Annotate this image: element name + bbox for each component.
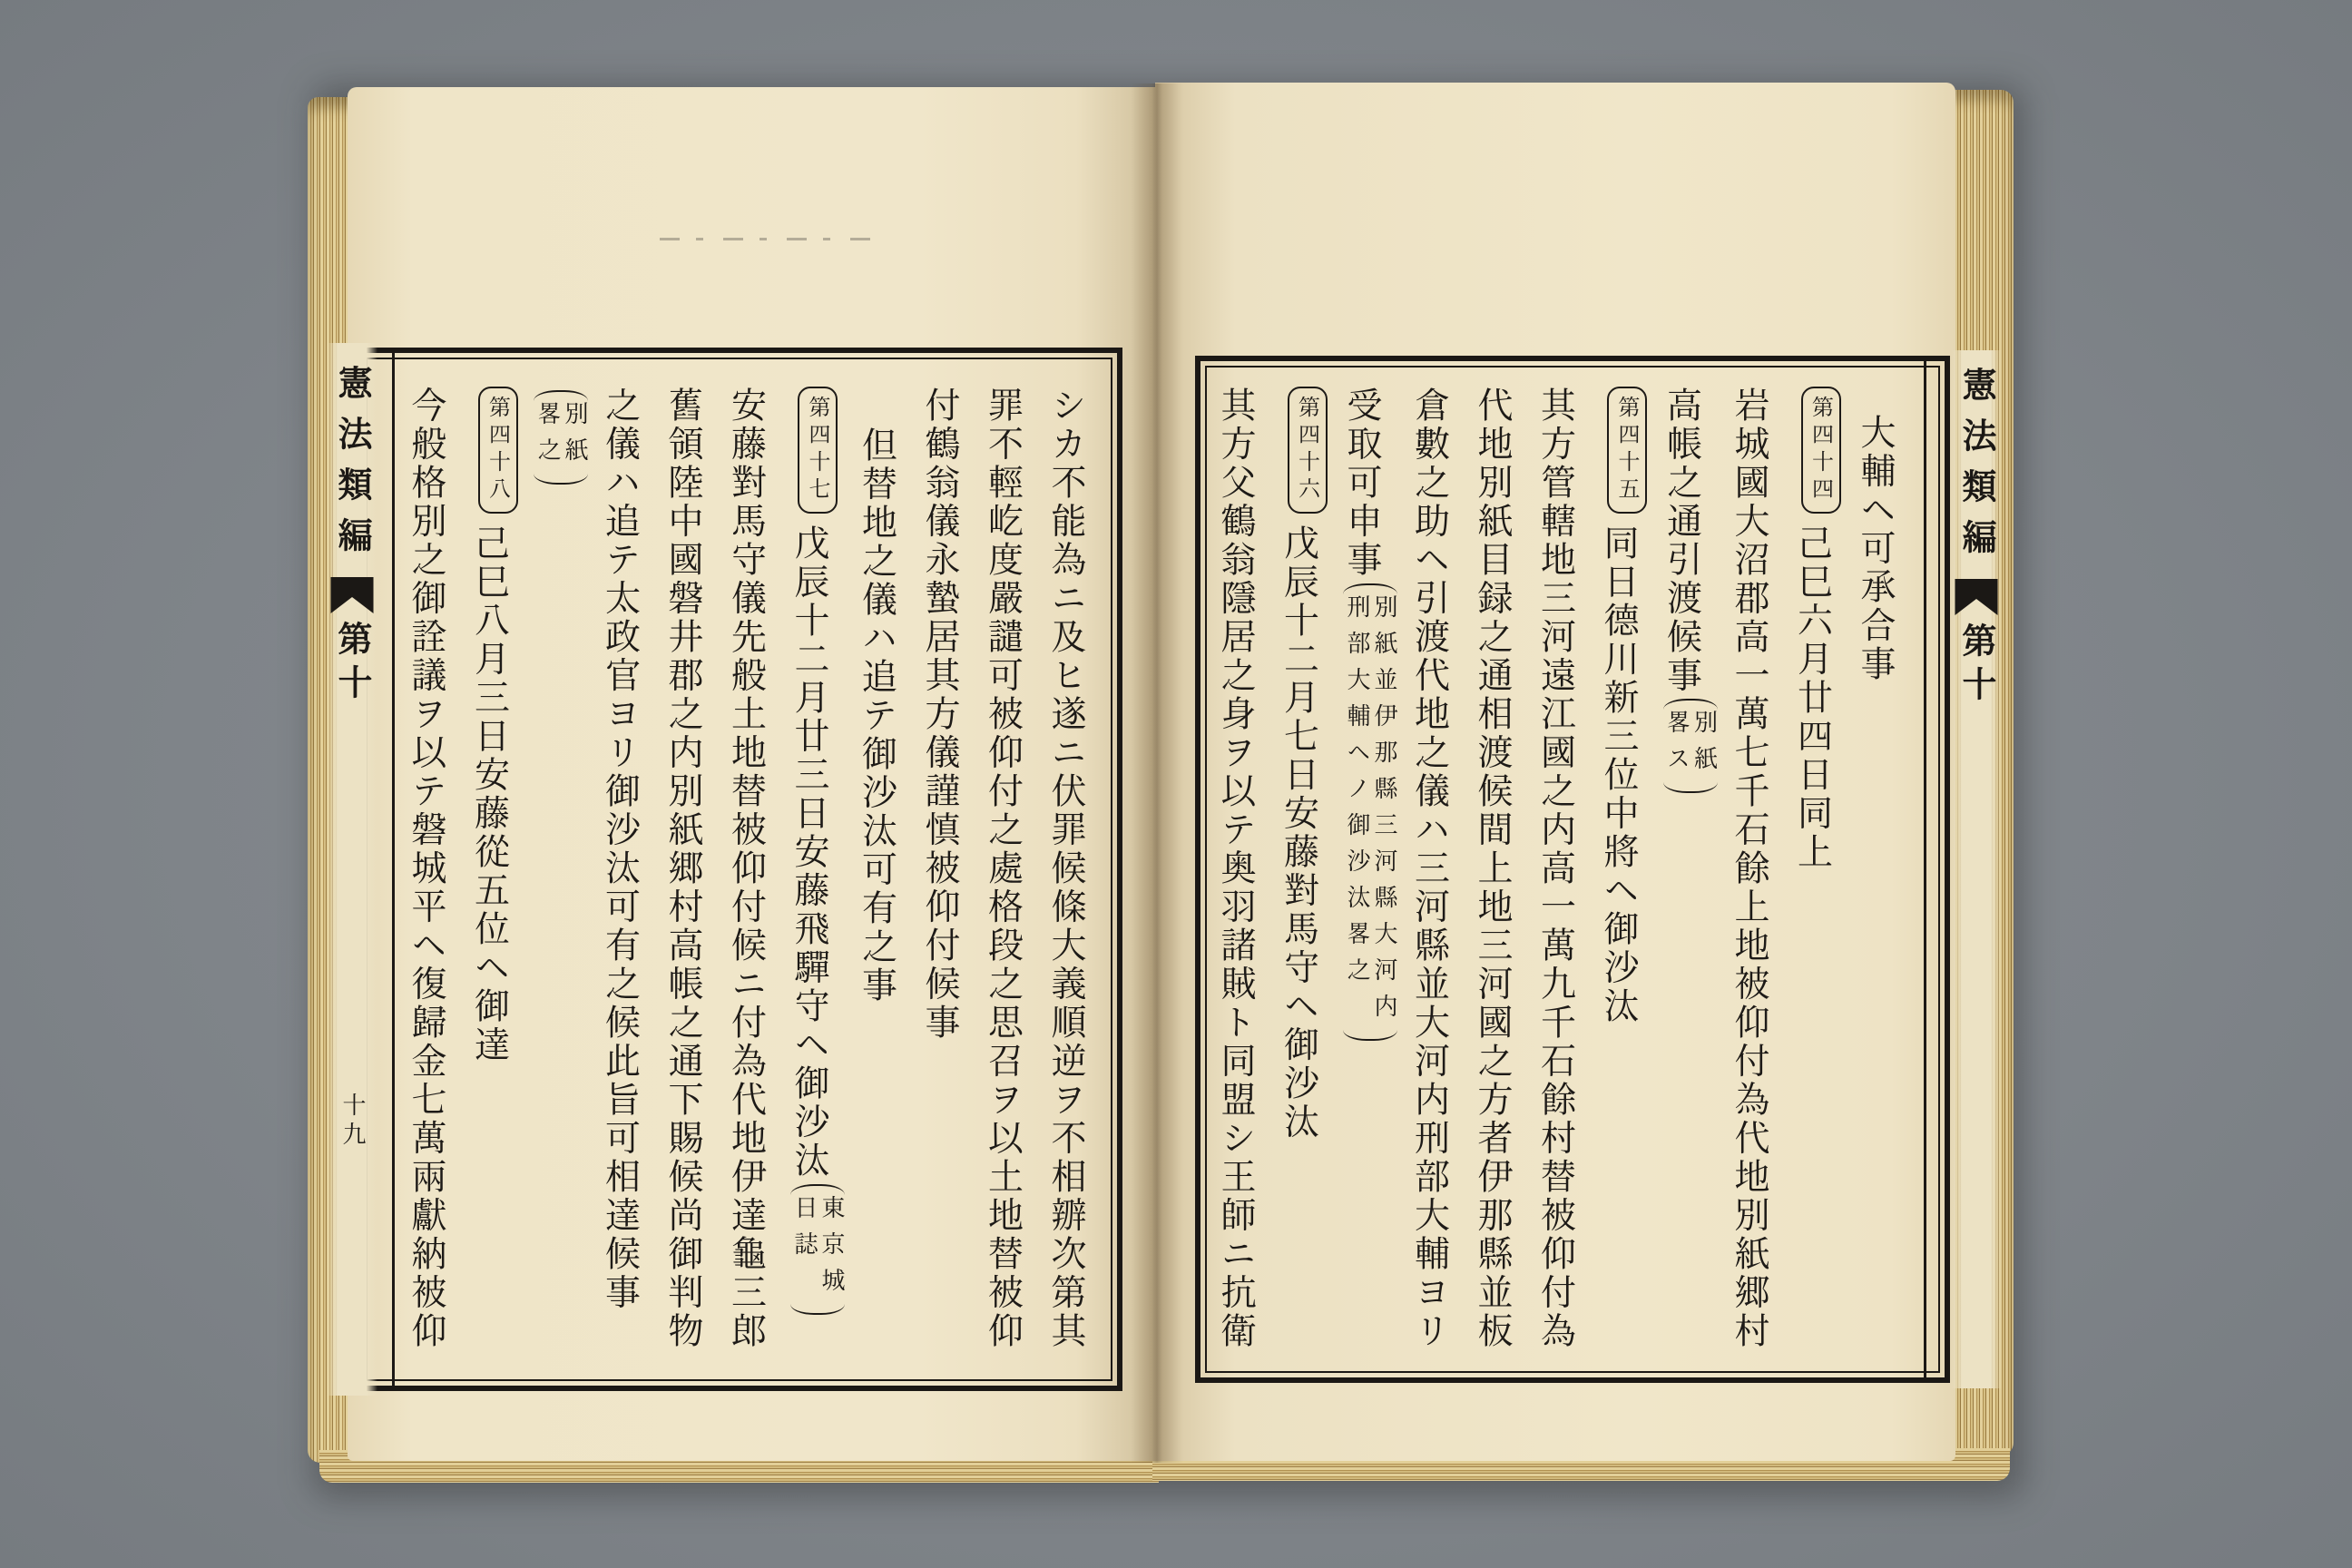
text-column — [1718, 387, 1781, 1376]
text-column — [714, 387, 778, 1385]
text-column — [971, 387, 1034, 1385]
note-line: 日誌 — [790, 1194, 818, 1268]
volume-number: 第十 — [332, 621, 373, 708]
faint-ink-mark — [660, 238, 887, 240]
column-text: 代地別紙目録之通相渡候間上地三河國之方者伊那縣並板 — [1472, 387, 1513, 1351]
column-text: 安藤對馬守儀先般土地替被仰付候ニ付為代地伊達龜三郎 — [725, 387, 767, 1351]
book-title: 憲法類編 — [1956, 367, 1997, 570]
text-column — [1267, 387, 1330, 1376]
column-text: シカ不能為ニ及ヒ遂ニ伏罪候條大義順逆ヲ不相辧次第其 — [1045, 387, 1086, 1351]
text-column — [1204, 387, 1268, 1376]
right-running-head — [1951, 350, 2002, 1388]
fishtail-mark — [1951, 579, 2002, 615]
note-line: 別紙 — [1690, 710, 1718, 782]
column-text: 受取可申事 — [1341, 387, 1382, 580]
column-text: 高帳之通引渡候事 — [1661, 387, 1702, 695]
text-column — [1780, 387, 1844, 1376]
text-column — [1034, 387, 1098, 1385]
text-column — [457, 387, 521, 1385]
left-page-text — [403, 387, 1097, 1385]
annotation-note — [790, 1184, 845, 1315]
column-text: 戊辰十二月廿三日安藤飛驒守ヘ御沙汰 — [789, 524, 829, 1181]
text-column-indented — [845, 387, 908, 1385]
right-page-text — [1212, 387, 1906, 1376]
text-column — [1524, 387, 1587, 1376]
column-text: 付鶴翁儀永蟄居其方儀謹慎被仰付候事 — [919, 387, 960, 1043]
book-gutter-shadow — [1131, 83, 1183, 1463]
note-line: 別紙並伊那縣三河縣大河内 — [1370, 593, 1397, 1030]
column-text: 己巳六月廿四日同上 — [1791, 524, 1833, 872]
article-number-label: 第四十五 — [1607, 387, 1647, 514]
article-number-label: 第四十四 — [1801, 387, 1841, 514]
article-number-label: 第四十七 — [798, 387, 838, 514]
text-column — [908, 387, 972, 1385]
column-text: 己巳八月三日安藤從五位ヘ御達 — [468, 524, 510, 1064]
text-column — [1330, 387, 1398, 1376]
text-column — [1397, 387, 1461, 1376]
text-column — [1650, 387, 1718, 1376]
page-number: 十九 — [338, 1093, 366, 1151]
column-text: 其方管轄地三河遠江國之内高一萬九千石餘村替被仰付為 — [1534, 387, 1576, 1351]
fishtail-mark — [327, 577, 377, 613]
note-line: 畧之 — [534, 401, 561, 474]
column-text: 倉數之助ヘ引渡代地之儀ハ三河縣並大河内刑部大輔ヨリ — [1408, 387, 1450, 1351]
article-number-label: 第四十八 — [478, 387, 518, 514]
column-text: 今般格別之御詮議ヲ以テ磐城平ヘ復歸金七萬兩獻納被仰 — [406, 387, 446, 1351]
note-line: 別紙 — [561, 401, 588, 474]
text-column — [588, 387, 652, 1385]
text-column — [1844, 387, 1907, 1376]
note-line: 刑部大輔ヘノ御沙汰畧之 — [1343, 593, 1370, 994]
text-column — [778, 387, 846, 1385]
text-column — [652, 387, 715, 1385]
column-text: 舊領陸中國磐井郡之内別紙郷村高帳之通下賜候尚御判物 — [662, 387, 703, 1351]
column-text: 其方父鶴翁隱居之身ヲ以テ奥羽諸賊ト同盟シ王師ニ抗衛 — [1215, 387, 1256, 1351]
column-text: 但替地之儀ハ追テ御沙汰可有之事 — [856, 426, 897, 1005]
note-line: 東京城 — [818, 1194, 845, 1304]
right-running-head-rule — [1924, 361, 1926, 1377]
text-column — [395, 387, 458, 1385]
note-line: 畧ス — [1662, 710, 1690, 782]
article-number-label: 第四十六 — [1288, 387, 1328, 514]
column-text: 岩城國大沼郡高一萬七千石餘上地被仰付為代地別紙郷村 — [1729, 387, 1769, 1351]
text-column — [1461, 387, 1524, 1376]
column-text: 戊辰十二月七日安藤對馬守ヘ御沙汰 — [1278, 524, 1319, 1142]
volume-number: 第十 — [1956, 622, 1997, 710]
text-column — [521, 387, 589, 1385]
column-text: 同日德川新三位中將ヘ御沙汰 — [1598, 524, 1639, 1026]
column-text: 之儀ハ追テ太政官ヨリ御沙汰可有之候此旨可相達候事 — [599, 387, 641, 1312]
left-running-head — [327, 343, 377, 1396]
annotation-note — [1663, 699, 1718, 793]
annotation-note — [1343, 583, 1397, 1041]
text-column — [1587, 387, 1651, 1376]
column-text: 罪不輕屹度嚴譴可被仰付之處格段之思召ヲ以土地替被仰 — [982, 387, 1024, 1351]
annotation-note — [534, 390, 588, 485]
column-text: 大輔ヘ可承合事 — [1855, 414, 1896, 684]
book-title: 憲法類編 — [332, 365, 373, 568]
